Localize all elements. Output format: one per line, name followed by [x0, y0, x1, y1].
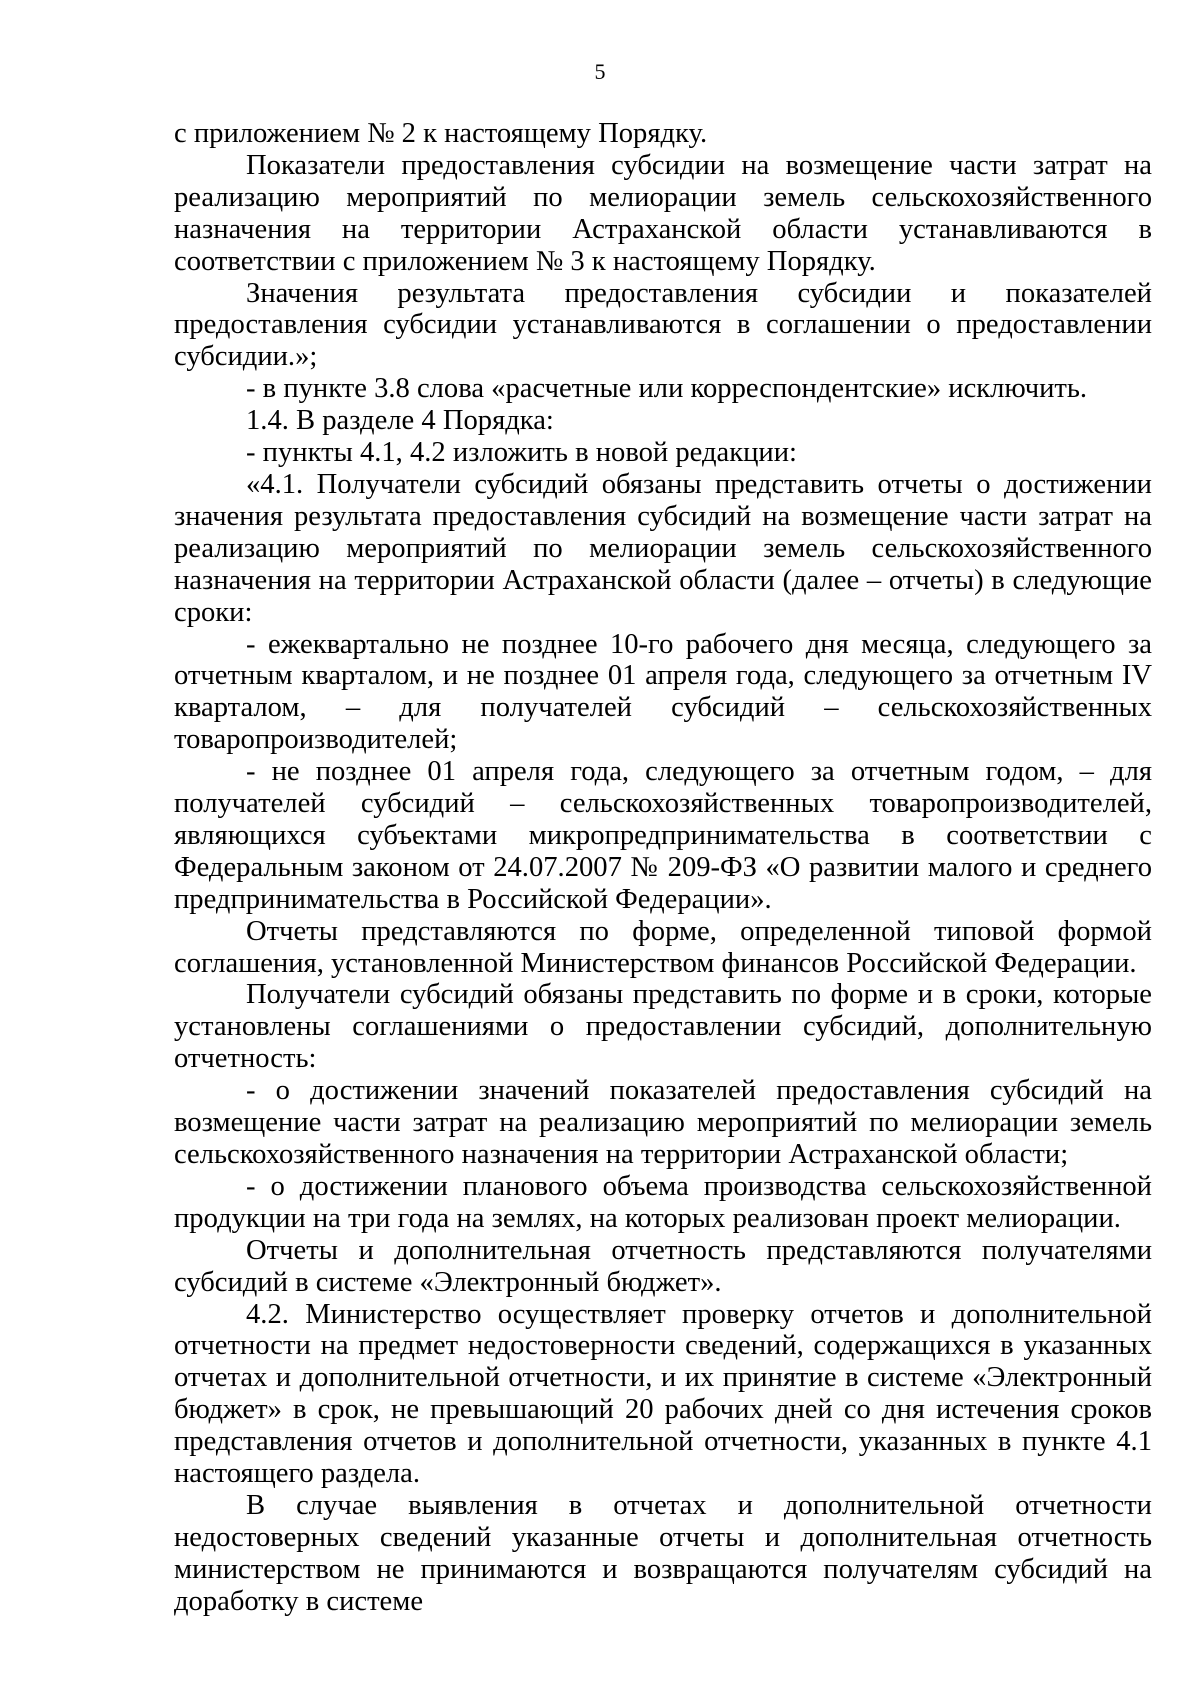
paragraph: 1.4. В разделе 4 Порядка:	[246, 405, 554, 437]
paragraph: - в пункте 3.8 слова «расчетные или корреспондентские» исключить.	[246, 373, 1088, 405]
paragraph: «4.1. Получатели субсидий обязаны представить отчеты о достижении значения результата предоставления субсидий на возмещение части затрат на реализацию мероприятий по мелиорации земель сельскохозяйственного назначения на территории Астраханской области (далее – отчеты) в следующие сроки:	[174, 468, 1152, 628]
paragraph: - не позднее 01 апреля года, следующего за отчетным годом, – для получателей субсидий – сельскохозяйственных товаропроизводителей, являющихся субъектами микропредпринимательства в соответствии с Федеральным законом от 24.07.2007 № 209-ФЗ «О развитии малого и среднего предпринимательства в Российской Федерации».	[174, 756, 1152, 915]
paragraph: - о достижении значений показателей предоставления субсидий на возмещение части затрат на реализацию мероприятий по мелиорации земель сельскохозяйственного назначения на территории Астраханской области;	[174, 1075, 1152, 1170]
paragraph: - о достижении планового объема производства сельскохозяйственной продукции на три года на землях, на которых реализован проект мелиорации.	[174, 1170, 1152, 1234]
paragraph: - пункты 4.1, 4.2 изложить в новой редакции:	[246, 437, 797, 469]
paragraph: Отчеты представляются по форме, определенной типовой формой соглашения, установленной Министерством финансов Российской Федерации.	[174, 915, 1152, 979]
paragraph: 4.2. Министерство осуществляет проверку отчетов и дополнительной отчетности на предмет недостоверности сведений, содержащихся в указанных отчетах и дополнительной отчетности, и их принятие в системе «Электронный бюджет» в срок, не превышающий 20 рабочих дней со дня истечения сроков представления отчетов и дополнительной отчетности, указанных в пункте 4.1 настоящего раздела.	[174, 1298, 1152, 1490]
paragraph: Отчеты и дополнительная отчетность представляются получателями субсидий в системе «Электронный бюджет».	[174, 1234, 1152, 1298]
paragraph: Показатели предоставления субсидии на возмещение части затрат на реализацию мероприятий по мелиорации земель сельскохозяйственного назначения на территории Астраханской области устанавливаются в соответствии с приложением № 3 к настоящему Порядку.	[174, 149, 1152, 277]
paragraph: В случае выявления в отчетах и дополнительной отчетности недостоверных сведений указанные отчеты и дополнительная отчетность министерством не принимаются и возвращаются получателям субсидий на доработку в системе	[174, 1489, 1152, 1617]
paragraph: с приложением № 2 к настоящему Порядку.	[174, 118, 708, 149]
paragraph: - ежеквартально не позднее 10-го рабочего дня месяца, следующего за отчетным кварталом, и не позднее 01 апреля года, следующего за отчетным IV кварталом, – для получателей субсидий – сельскохозяйственных товаропроизводителей;	[174, 628, 1152, 756]
paragraph: Получатели субсидий обязаны представить по форме и в сроки, которые установлены соглашениями о предоставлении субсидий, дополнительную отчетность:	[174, 979, 1152, 1075]
paragraph: Значения результата предоставления субсидии и показателей предоставления субсидии устанавливаются в соглашении о предоставлении субсидии.»;	[174, 277, 1152, 373]
document-body	[174, 118, 1152, 1618]
page-number: 5	[594, 59, 606, 84]
